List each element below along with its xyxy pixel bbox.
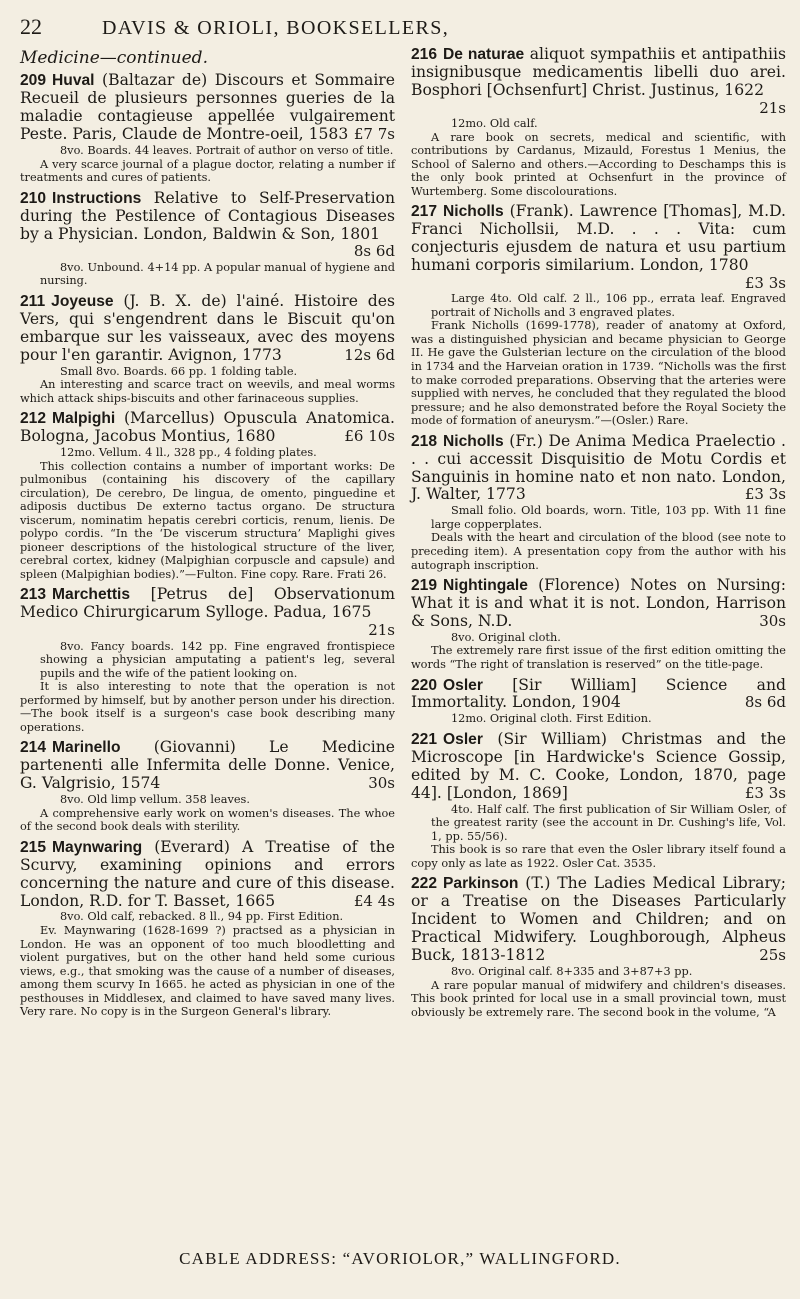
entry-number: 221 bbox=[411, 730, 438, 748]
entry-number: 215 bbox=[20, 838, 47, 856]
entry-author: Parkinson bbox=[443, 875, 519, 893]
entry-number: 212 bbox=[20, 410, 47, 428]
entry-author: Nicholls bbox=[443, 432, 504, 450]
entry-author: Osler bbox=[443, 676, 483, 694]
entry-price: 25s bbox=[759, 946, 786, 965]
entry-price: 12s 6d bbox=[344, 345, 395, 364]
entry-author: Instructions bbox=[52, 189, 142, 207]
entry-number: 219 bbox=[411, 577, 438, 595]
entry-title: Relative to Self-Preservation during the Pestilence of Contagious Diseases by a Physician. London, Baldwin & Son, 1801 bbox=[20, 188, 395, 243]
entry-note: It is also interesting to note that the operation is not performed by himself, but by another person under his direction.—The book itself is a surgeon's case book describing many operations. bbox=[20, 680, 395, 734]
catalogue-entry bbox=[20, 410, 395, 581]
entry-title: (Florence) Notes on Nursing: What it is and what it is not. London, Harrison & Sons, N.D. bbox=[411, 576, 786, 630]
catalogue-entry bbox=[411, 203, 786, 427]
entry-number: 222 bbox=[411, 875, 438, 893]
entry-note: This collection contains a number of important works: De pulmonibus (containing his discovery of the capillary circulation), De cerebro, De lingua, de omento, pinguedine et adiposis ductibus De externo tactus organo. De structura viscerum, nominatim hepatis cerebri corticis, renum, lienis. De polypo cordis. “In the ‘De viscerum structura’ Maplighi gives pioneer descriptions of the histological structure of the liver, cerebral cortex, kidney (Malpighian corpuscle and capsule) and spleen (Malpighian bodies).”—Fulton. Fine copy. Rare. Frati 26. bbox=[20, 459, 395, 581]
entry-physical-description: 8vo. Old limp vellum. 358 leaves. bbox=[60, 793, 250, 807]
section-heading: Medicine—continued. bbox=[20, 48, 208, 68]
entry-physical-description: 8vo. Boards. 44 leaves. Portrait of author on verso of title. bbox=[60, 144, 394, 158]
entry-title: (Everard) A Treatise of the Scurvy, examining opinions and errors concerning the nature and cure of this disease. London, R.D. for T. Basset, 1665 bbox=[20, 837, 395, 910]
entry-author: Osler bbox=[443, 730, 483, 748]
entry-author: Marinello bbox=[52, 739, 121, 757]
entry-title: (Fr.) De Anima Medica Praelectio . . . cui accessit Disquisitio de Motu Cordis et Sanguinis in homine nato et non nato. London, J. Walter, 1773 bbox=[411, 431, 786, 504]
entry-price: £3 3s bbox=[744, 783, 786, 802]
entry-lead bbox=[20, 410, 395, 446]
entry-lead bbox=[411, 433, 786, 505]
entry-number: 220 bbox=[411, 676, 438, 694]
entry-physical-description: Small 8vo. Boards. 66 pp. 1 folding table. bbox=[60, 364, 298, 378]
catalogue-entry bbox=[20, 739, 395, 833]
entry-author: De naturae bbox=[443, 46, 525, 63]
entry-note: A rare book on secrets, medical and scientific, with contributions by Cardanus, Mizauld, Forestus 1 Menius, the School of Salerno and others.—According to Deschamps this is the only book printed at Ochsenfurt in the province of Wurtemberg. Some discolourations. bbox=[411, 130, 786, 198]
entry-note: The extremely rare first issue of the first edition omitting the words “The right of translation is reserved” on the title-page. bbox=[411, 644, 786, 671]
entry-author: Malpighi bbox=[52, 410, 116, 428]
catalogue-entry bbox=[411, 433, 786, 572]
catalogue-entry bbox=[20, 586, 395, 734]
entry-number: 210 bbox=[20, 189, 47, 207]
entry-number: 211 bbox=[20, 292, 46, 310]
entry-lead bbox=[411, 677, 786, 713]
entry-title: (Baltazar de) Discours et Sommaire Recueil de plusieurs personnes gueries de la maladie contagieuse appellée vulgairement Peste. Paris, Claude de Montre-oeil, 1583 bbox=[20, 71, 395, 144]
entry-note: A rare popular manual of midwifery and children's diseases. This book printed for local use in a small provincial town, must obviously be extremely rare. The second book in the volume, “A bbox=[411, 978, 786, 1019]
entry-lead bbox=[20, 293, 395, 365]
catalogue-entry bbox=[20, 293, 395, 405]
entry-author: Joyeuse bbox=[51, 292, 114, 310]
entry-author: Nightingale bbox=[443, 577, 528, 595]
entry-lead bbox=[411, 875, 786, 965]
entry-number: 209 bbox=[20, 72, 47, 90]
entry-lead bbox=[20, 839, 395, 911]
entry-physical-description: 12mo. Vellum. 4 ll., 328 pp., 4 folding plates. bbox=[60, 446, 317, 459]
catalogue-entry bbox=[20, 72, 395, 184]
entry-lead bbox=[411, 45, 786, 117]
entry-price: £4 4s bbox=[353, 891, 395, 910]
entry-title: [Sir William] Science and Immortality. London, 1904 bbox=[411, 675, 786, 712]
entry-lead bbox=[411, 202, 786, 292]
entry-number: 216 bbox=[411, 46, 438, 63]
catalogue-entry bbox=[20, 839, 395, 1019]
entry-note: This book is so rare that even the Osler library itself found a copy only as late as 1922. Osler Cat. 3535. bbox=[411, 843, 786, 870]
columns bbox=[20, 46, 786, 1024]
entry-title: (Sir William) Christmas and the Microscope [in Hardwicke's Science Gossip, edited by M. C. Cooke, London, 1870, page 44]. [London, 1869] bbox=[411, 729, 786, 802]
entry-price: 21s bbox=[759, 98, 786, 117]
entry-physical-description: Large 4to. Old calf. 2 ll., 106 pp., errata leaf. Engraved portrait of Nicholls and 3 engraved plates. bbox=[431, 292, 786, 319]
entry-number: 217 bbox=[411, 203, 438, 221]
right-column bbox=[411, 46, 786, 1024]
entry-price: 21s bbox=[368, 621, 395, 640]
page-header bbox=[20, 14, 786, 40]
entry-author: Nicholls bbox=[443, 203, 504, 221]
entry-title: (Frank). Lawrence [Thomas], M.D. Franci Nichollsii, M.D. . . . Vita: cum conjecturis ejusdem de natura et usu partium humani corporis similarium. London, 1780 bbox=[411, 202, 786, 275]
entry-physical-description: 4to. Half calf. The first publication of Sir William Osler, of the greatest rarity (see the account in Dr. Cushing's life, Vol. 1, pp. 55/56). bbox=[431, 802, 786, 843]
entry-title: (Marcellus) Opuscula Anatomica. Bologna, Jacobus Montius, 1680 bbox=[20, 409, 395, 446]
entry-number: 213 bbox=[20, 586, 47, 604]
entry-physical-description: 8vo. Original cloth. bbox=[451, 630, 561, 644]
entry-physical-description: Small folio. Old boards, worn. Title, 103 pp. With 11 fine large copperplates. bbox=[431, 504, 786, 531]
footer-cable-address: CABLE ADDRESS: “AVORIOLOR,” WALLINGFORD. bbox=[179, 1249, 621, 1268]
entry-author: Maynwaring bbox=[52, 838, 143, 856]
entry-lead bbox=[20, 739, 395, 793]
entry-lead bbox=[411, 731, 786, 803]
catalogue-entry bbox=[411, 577, 786, 671]
entry-note: An interesting and scarce tract on weevils, and meal worms which attack ships-biscuits and other farinaceous supplies. bbox=[20, 378, 395, 405]
entry-lead bbox=[20, 188, 395, 261]
entry-physical-description: 8vo. Old calf, rebacked. 8 ll., 94 pp. First Edition. bbox=[60, 910, 344, 924]
entry-lead bbox=[20, 72, 395, 144]
entry-title: (T.) The Ladies Medical Library; or a Treatise on the Diseases Particularly Incident to Women and Children; and on Practical Midwifery. Loughborough, Alpheus Buck, 1813-1812 bbox=[411, 874, 786, 965]
entry-price: £6 10s bbox=[344, 427, 395, 446]
entry-lead bbox=[20, 585, 395, 640]
entry-number: 218 bbox=[411, 432, 438, 450]
entry-price: £7 7s bbox=[353, 125, 395, 144]
running-head: DAVIS & ORIOLI, BOOKSELLERS, bbox=[102, 17, 450, 39]
catalogue-entry bbox=[411, 875, 786, 1019]
entry-physical-description: 12mo. Old calf. bbox=[451, 117, 538, 131]
entry-title: (J. B. X. de) l'ainé. Histoire des Vers, qui s'engendrent dans le Biscuit qu'on embarque sur les vaisseaux, avec des moyens pour l'en garantir. Avignon, 1773 bbox=[20, 291, 395, 364]
entry-author: Huval bbox=[52, 72, 95, 90]
entry-price: 30s bbox=[759, 611, 786, 630]
entry-title: [Petrus de] Observationum Medico Chirurgicarum Sylloge. Padua, 1675 bbox=[20, 585, 395, 622]
entry-price: 8s 6d bbox=[353, 242, 395, 261]
entry-price: £3 3s bbox=[744, 485, 786, 504]
entry-physical-description: 8vo. Unbound. 4+14 pp. A popular manual of hygiene and nursing. bbox=[40, 260, 395, 288]
entry-note: Frank Nicholls (1699-1778), reader of anatomy at Oxford, was a distinguished physician and became physician to George II. He gave the Gulsterian lecture on the circulation of the blood in 1734 and the Harveian oration in 1739. “Nicholls was the first to make corroded preparations. Observing that the arteries were supplied with nerves, he concluded that they regulated the blood pressure; and he also demonstrated before the Royal Society the mode of formation of aneurysm.”—(Osler.) Rare. bbox=[411, 319, 786, 428]
entry-lead bbox=[411, 577, 786, 631]
entry-price: 30s bbox=[368, 774, 395, 793]
catalogue-entry bbox=[411, 731, 786, 870]
catalogue-entry bbox=[411, 677, 786, 726]
entry-note: Deals with the heart and circulation of the blood (see note to preceding item). A presentation copy from the author with his autograph inscription. bbox=[411, 531, 786, 572]
page-number: 22 bbox=[20, 14, 42, 39]
entry-physical-description: 8vo. Original calf. 8+335 and 3+87+3 pp. bbox=[451, 964, 693, 978]
entry-title: (Giovanni) Le Medicine partenenti alle Infermita delle Donne. Venice, G. Valgrisio, 1574 bbox=[20, 738, 395, 793]
catalogue-entry bbox=[411, 46, 786, 198]
entry-physical-description: 12mo. Original cloth. First Edition. bbox=[451, 712, 652, 726]
entry-price: 8s 6d bbox=[744, 693, 786, 712]
entry-physical-description: 8vo. Fancy boards. 142 pp. Fine engraved frontispiece showing a physician amputating a patient's leg, several pupils and the wife of the patient looking on. bbox=[40, 639, 395, 680]
catalogue-entry bbox=[20, 190, 395, 288]
entry-title: aliquot sympathiis et antipathiis insignibusque medicamentis libelli duo arei. Bosphori [Ochsenfurt] Christ. Justinus, 1622 bbox=[411, 45, 786, 99]
left-column bbox=[20, 46, 395, 1024]
entry-note: A very scarce journal of a plague doctor, relating a number if treatments and cures of patients. bbox=[20, 157, 395, 185]
entry-author: Marchettis bbox=[52, 586, 131, 604]
entry-note: A comprehensive early work on women's diseases. The whoe of the second book deals with sterility. bbox=[20, 806, 395, 834]
entry-note: Ev. Maynwaring (1628-1699 ?) practsed as a physician in London. He was an opponent of too much bloodletting and violent purgatives, but on the other hand held some curious views, e.g., that smoking was the cause of a number of diseases, among them scurvy In 1665. he acted as physician in one of the pesthouses in Middlesex, and claimed to have saved many lives. Very rare. No copy is in the Surgeon General's library. bbox=[20, 924, 395, 1019]
entry-number: 214 bbox=[20, 739, 47, 757]
entry-price: £3 3s bbox=[744, 273, 786, 292]
